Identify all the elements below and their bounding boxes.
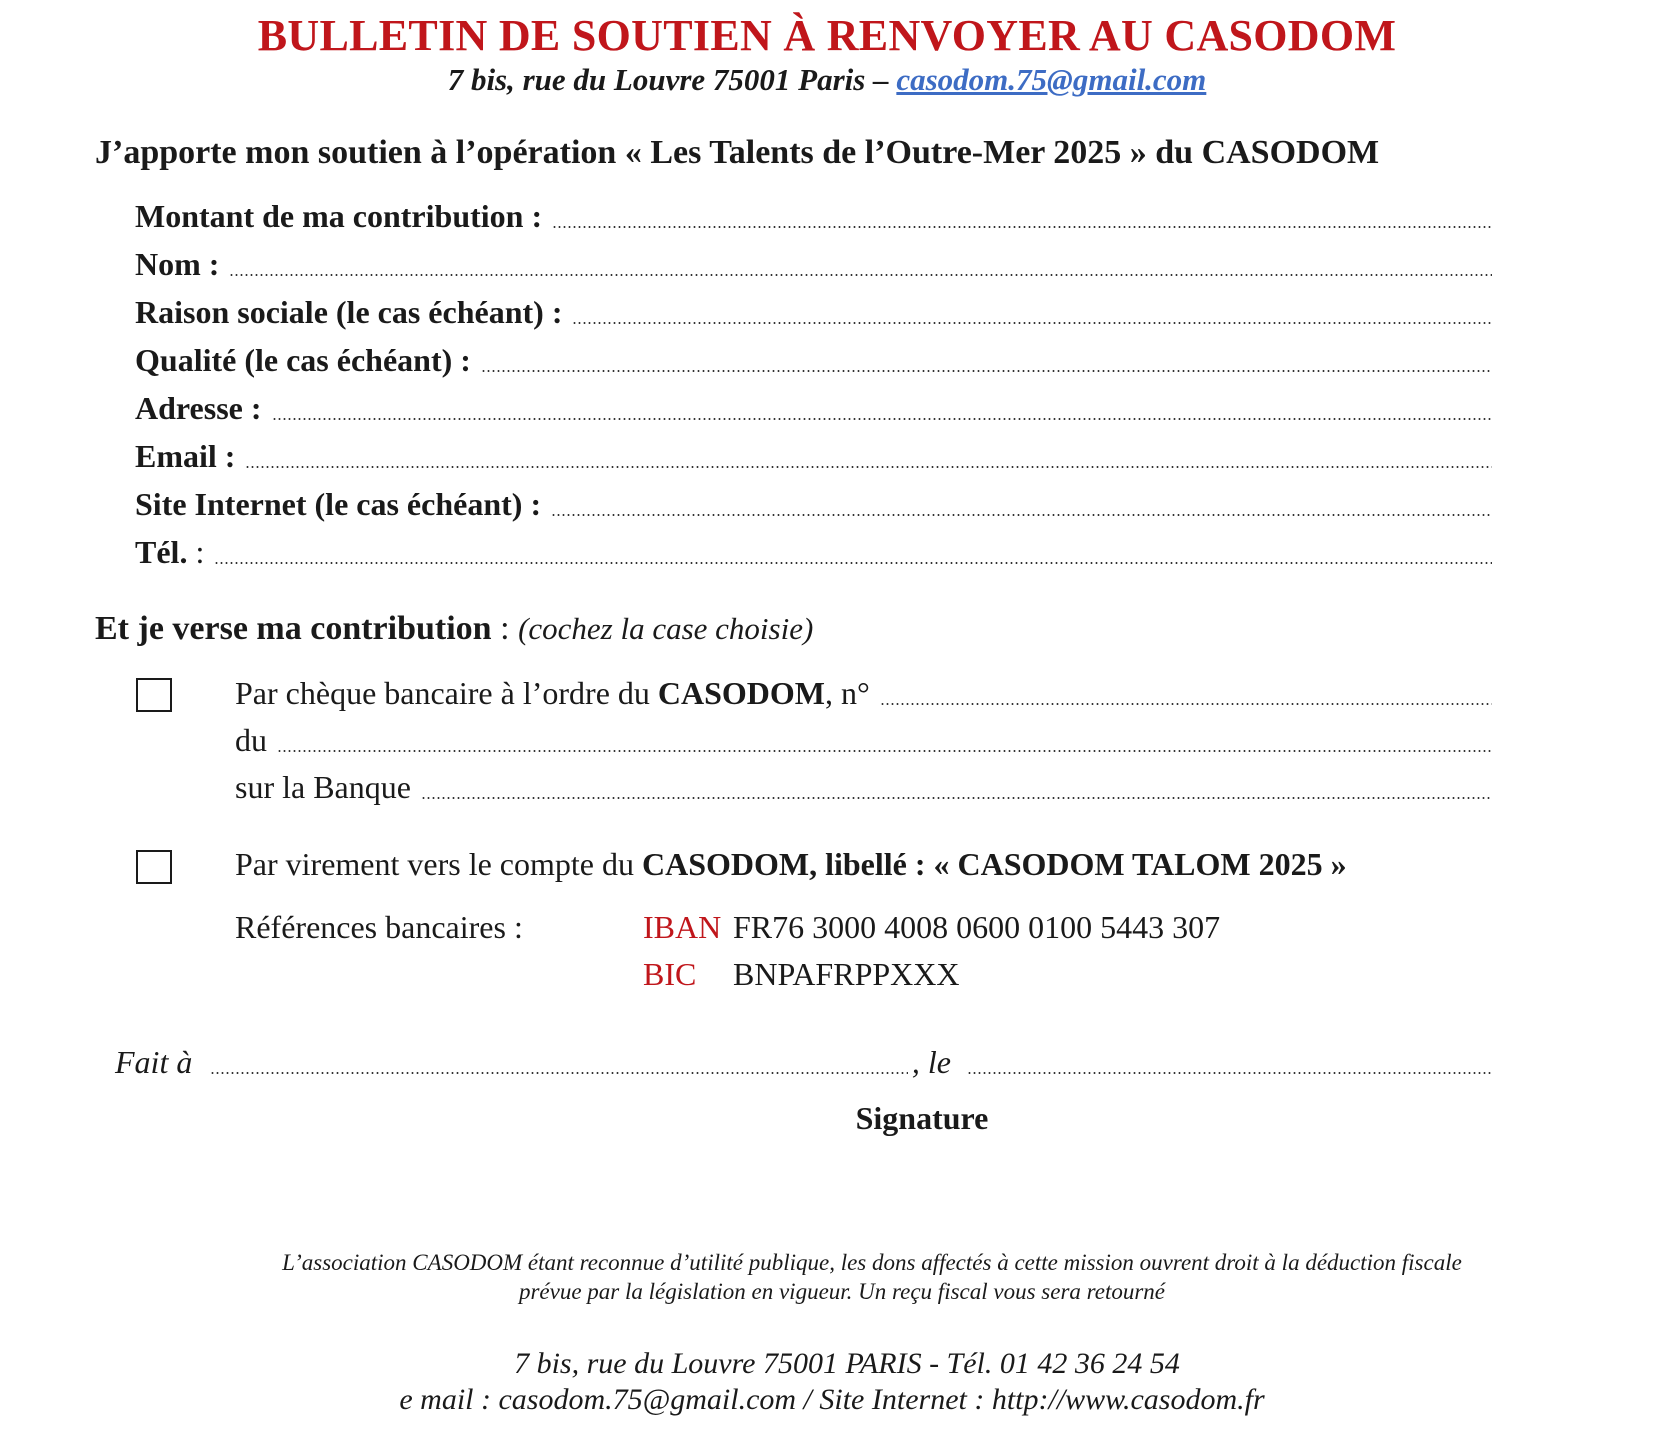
- cheque-text-pre: Par chèque bancaire à l’ordre du: [235, 675, 658, 711]
- dotted-line[interactable]: [245, 466, 1492, 468]
- footer-address: 7 bis, rue du Louvre 75001 PARIS - Tél. 01 42 36 24 54: [514, 1347, 1180, 1380]
- signature-label: Signature: [855, 1100, 989, 1136]
- tax-note-line-1: L’association CASODOM étant reconnue d’utilité publique, les dons affectés à cette mission ouvrent droit à la déduction fiscale: [282, 1250, 1462, 1275]
- tel-label-bold: Tél.: [135, 534, 188, 570]
- dotted-line[interactable]: [214, 562, 1492, 564]
- field-nom[interactable]: [135, 246, 1492, 283]
- bank-references-label: Références bancaires :: [235, 909, 523, 945]
- email-link[interactable]: casodom.75@gmail.com: [896, 62, 1207, 97]
- cheque-payee: CASODOM: [657, 675, 825, 711]
- field-label: Adresse :: [135, 390, 262, 426]
- field-site-internet[interactable]: [135, 486, 1492, 523]
- cheque-checkbox[interactable]: [136, 678, 172, 712]
- cheque-text: [235, 675, 870, 712]
- place-date-line: [115, 1044, 1492, 1081]
- field-label: Nom :: [135, 246, 220, 282]
- le-label: , le: [911, 1044, 951, 1080]
- contribution-hint: (cochez la case choisie): [518, 611, 814, 646]
- cheque-bank-dotted-line[interactable]: [421, 797, 1492, 799]
- tax-note-line-2: prévue par la législation en vigueur. Un reçu fiscal vous sera retourné: [518, 1279, 1166, 1304]
- place-dotted-line[interactable]: [210, 1072, 908, 1074]
- virement-account-label: CASODOM, libellé : « CASODOM TALOM 2025 »: [641, 846, 1347, 882]
- cheque-line-number: [235, 675, 1492, 712]
- page-title: BULLETIN DE SOUTIEN À RENVOYER AU CASODOM: [257, 11, 1397, 60]
- field-label: Email :: [135, 438, 236, 474]
- date-dotted-line[interactable]: [967, 1072, 1492, 1074]
- contribution-heading-text: Et je verse ma contribution: [95, 610, 492, 647]
- bic-value: BNPAFRPPXXX: [733, 956, 960, 992]
- header-address: [0, 62, 1654, 98]
- cheque-date-label: du: [235, 722, 267, 758]
- field-montant[interactable]: [135, 198, 1492, 235]
- iban-label: IBAN: [643, 909, 722, 945]
- address-text: 7 bis, rue du Louvre 75001 Paris –: [447, 62, 897, 97]
- footer-contact: e mail : casodom.75@gmail.com / Site Internet : http://www.casodom.fr: [399, 1383, 1265, 1416]
- cheque-line-bank: [235, 769, 1492, 806]
- dotted-line[interactable]: [229, 274, 1492, 276]
- field-label: Raison sociale (le cas échéant) :: [135, 294, 563, 330]
- contribution-separator: :: [491, 610, 519, 647]
- tel-label-colon: :: [187, 534, 205, 570]
- cheque-bank-label: sur la Banque: [235, 769, 411, 805]
- field-email[interactable]: [135, 438, 1492, 475]
- field-tel[interactable]: [135, 534, 1492, 571]
- virement-text: [235, 846, 1347, 883]
- field-label: Qualité (le cas échéant) :: [135, 342, 471, 378]
- dotted-line[interactable]: [272, 418, 1493, 420]
- cheque-number-label: , n°: [825, 675, 870, 711]
- iban-value: FR76 3000 4008 0600 0100 5443 307: [733, 909, 1221, 945]
- cheque-number-dotted-line[interactable]: [880, 703, 1492, 705]
- field-adresse[interactable]: [135, 390, 1492, 427]
- field-label: Site Internet (le cas échéant) :: [135, 486, 542, 522]
- field-raison-sociale[interactable]: [135, 294, 1492, 331]
- cheque-line-date: [235, 722, 1492, 759]
- dotted-line[interactable]: [481, 370, 1492, 372]
- dotted-line[interactable]: [552, 226, 1492, 228]
- virement-line: [235, 846, 1347, 883]
- dotted-line[interactable]: [551, 514, 1492, 516]
- fait-a-label: Fait à: [115, 1044, 193, 1080]
- field-qualite[interactable]: [135, 342, 1492, 379]
- cheque-date-dotted-line[interactable]: [277, 750, 1492, 752]
- virement-checkbox[interactable]: [136, 850, 172, 884]
- support-statement: J’apporte mon soutien à l’opération « Les Talents de l’Outre-Mer 2025 » du CASODOM: [95, 134, 1380, 171]
- field-label: [135, 534, 204, 571]
- dotted-line[interactable]: [572, 322, 1492, 324]
- virement-text-pre: Par virement vers le compte du: [235, 846, 642, 882]
- field-label: Montant de ma contribution :: [135, 198, 543, 234]
- bic-label: BIC: [643, 956, 697, 992]
- contribution-heading: [95, 610, 813, 648]
